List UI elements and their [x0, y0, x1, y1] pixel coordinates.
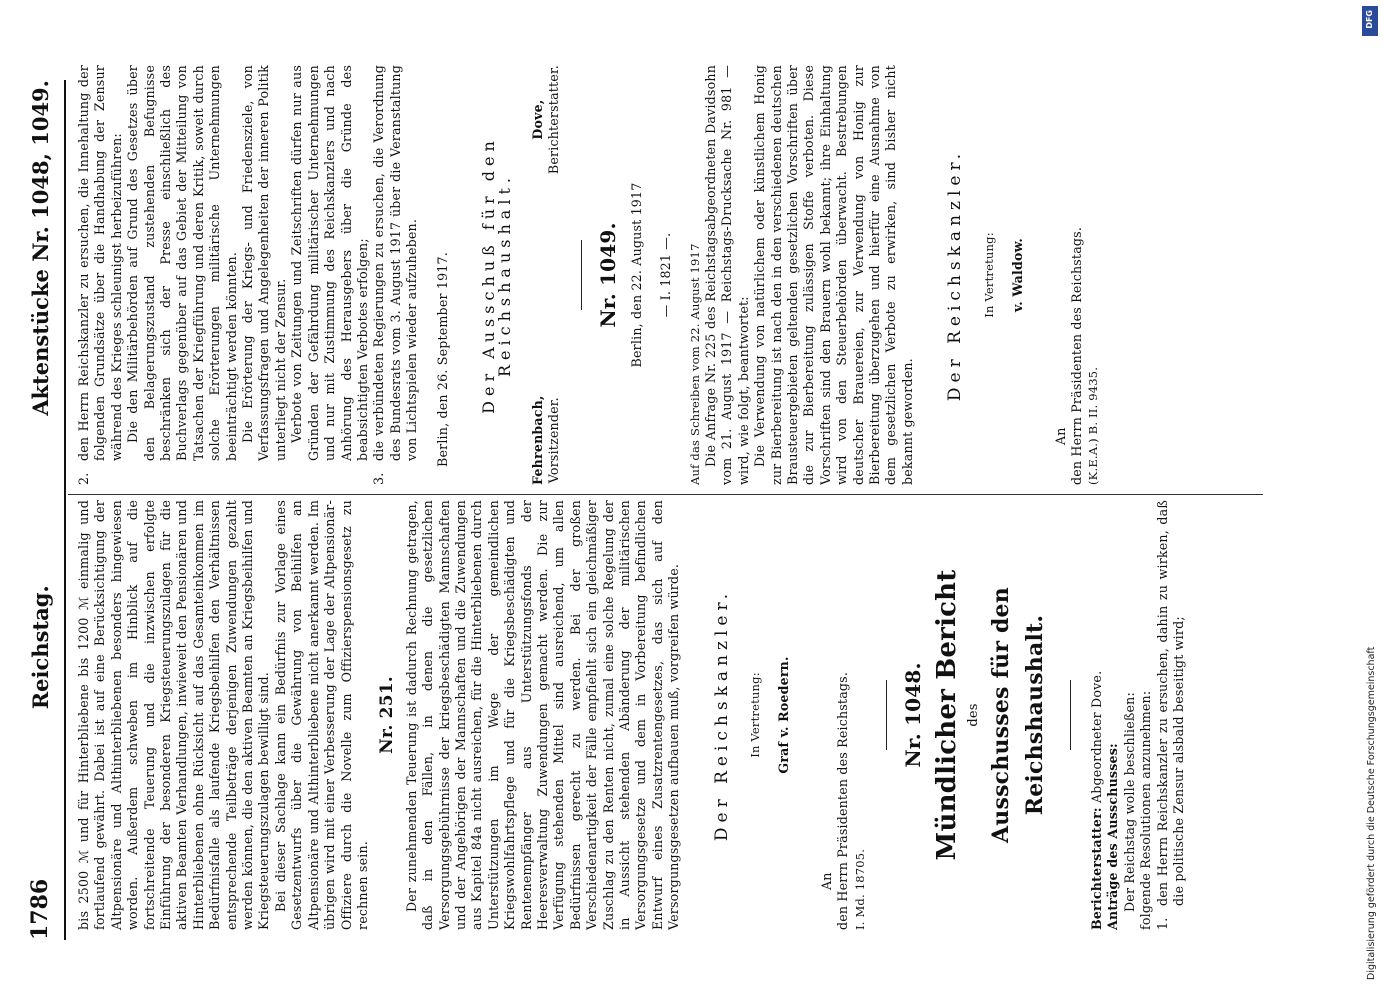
report-title: Mündlicher Bericht [931, 569, 962, 861]
chair-role: Vorsitzender. [546, 397, 562, 484]
address-to: An [819, 872, 835, 890]
signer-name: v. Waldow. [1009, 238, 1025, 312]
motions-heading: Anträge des Ausschusses: [1105, 743, 1121, 930]
signer-sub: In Vertretung: [981, 232, 996, 318]
resolution-intro: Der Reichstag wolle beschließen: [1121, 692, 1137, 912]
page-header [20, 80, 60, 940]
inquiry-paragraph: Die Anfrage Nr. 225 des Reichstagsabgeordneten Davidsohn vom 21. August 1917 — Reichstags-Drucksache Nr. 981 — wird, wie folgt, beantwortet: [702, 65, 751, 485]
separator [581, 240, 582, 310]
column-divider [68, 494, 1263, 495]
resolution-item-2: 2. den Herrn Reichskanzler zu ersuchen, die Innehaltung der folgenden Grundsätze über die Handhabung der Zensur während des Krieges schleunigst herbeizuführen: Die den Militärbehörden auf Grund des Gesetzes über den Belagerungszustand zustehenden Befugnisse beschränken sich der Presse einschließlich des Buchverlags gegenüber auf das Gebiet der Mitteilung von Tatsachen der Kriegführung und deren Kritik, soweit durch solche Erörterungen militärische Unternehmungen beeinträchtigt werden könnten. Die Erörterung der Kriegs- und Friedensziele, von Verfassungsfragen und Angelegenheiten der inneren Politik unterliegt nicht der Zensur. Verbote von Zeitungen und Zeitschriften dürfen nur aus Gründen der Gefährdung militärischer Unternehmungen und nur mit Zustimmung des Reichskanzlers und nach Anhörung des Herausgebers über die Gründe des beabsichtigten Verbotes erfolgen; [76, 65, 370, 485]
reporter-label: Berichterstatter: [1089, 807, 1105, 930]
reporter-name: Abgeordneter Dove. [1089, 670, 1105, 804]
letter-ref: — I. 1821 —. [657, 232, 673, 318]
signer-title: Der Reichskanzler. [945, 148, 966, 402]
answer-paragraph: Die Verwendung von natürlichem oder künstlichem Honig zur Bierbereitung ist nach den in den verschiedenen deutschen Brausteuergebieten geltenden gesetzlichen Vorschriften über die zur Bierbereitung zulässigen Stoffe verboten. Diese Vorschriften sind den Brauern wohl bekannt; ihre Einhaltung wird von den Steuerbehörden überwacht. Bestrebungen deutscher Brauereien, zur Verwendung von Honig zur Bierbereitung überzugehen und hierfür eine Ausnahme von dem gesetzlichen Verbote zu erwirken, sind bisher nicht bekannt geworden. [752, 65, 915, 485]
signer-title: Der Reichskanzler. [711, 588, 732, 842]
item2-sub2: Die Erörterung der Kriegs- und Friedensziele, von Verfassungsfragen und Angelegenheiten der inneren Politik unterliegt nicht der Zensur. [240, 65, 288, 461]
reporter-sign-role: Berichterstatter. [546, 65, 562, 175]
address-to: An [1052, 427, 1068, 445]
reporter-sign-name: Dove, [529, 99, 545, 140]
signer-name: Graf v. Roedern. [776, 656, 792, 774]
section-number-1048: Nr. 1048. [901, 662, 926, 768]
item2-sub1: Die den Militärbehörden auf Grund des Gesetzes über den Belagerungszustand zustehenden Befugnisse beschränken sich der Presse einschließlich des Buchverlags gegenüber auf das Gebiet der Mitteilung von Tatsachen der Kriegführung und deren Kritik, soweit durch solche Erörterungen militärische Unternehmungen beeinträchtigt werden könnten. [125, 65, 239, 461]
separator [886, 680, 887, 750]
reference-line: Auf das Schreiben vom 22. August 1917 [687, 243, 702, 485]
section-number-1049: Nr. 1049. [595, 222, 620, 328]
item2-text: den Herrn Reichskanzler zu ersuchen, die Innehaltung der folgenden Grundsätze über die Handhabung der Zensur während des Krieges schleunigst herbeizuführen: [76, 65, 124, 461]
address-recipient: den Herrn Präsidenten des Reichstags. [835, 671, 851, 930]
header-right: Aktenstücke Nr. 1048, 1049. [27, 80, 53, 416]
letter-date: Berlin, den 22. August 1917 [628, 182, 644, 368]
dfg-logo: DFG [1362, 6, 1378, 36]
report-title-des: des [965, 703, 981, 727]
signer-sub: In Vertretung: [748, 672, 763, 758]
digitization-notice: Digitalisierung gefördert durch die Deutsche Forschungsgemeinschaft [1366, 646, 1377, 980]
chair-name: Fehrenbach, [529, 395, 545, 485]
section-number-251: Nr. 251. [377, 676, 398, 754]
paragraph: Der zunehmenden Teuerung ist dadurch Rechnung getragen, daß in den Fällen, in denen die gesetzlichen Versorgungsgebührnisse der kriegsbeschädigten Mannschaften und der Angehörigen der Mannschaften und die Zuwendungen aus Kapitel 84a nicht ausreichen, für die Hinterbliebenen durch Unterstützungen im Wege der gemeindlichen Kriegswohlfahrtspflege und für die Kriegsbeschädigten und Rentenempfänger aus Unterstützungsfonds der Heeresverwaltung Zuwendungen gemacht werden. Die zur Verfügung stehenden Mittel sind ausreichend, um allen Bedürfnissen gerecht zu werden. Bei der großen Verschiedenartigkeit der Fälle empfiehlt sich ein gleichmäßiger Zuschlag zu den Renten nicht, zumal eine solche Regelung der in Aussicht stehenden Abänderung der militärischen Versorgungsgesetze und dem in Vorbereitung befindlichen Entwurf eines Zusatzrentengesetzes, das sich auf den Versorgungsgesetzen aufbauen muß, vorgreifen würde. [403, 500, 682, 930]
header-center: Reichstag. [27, 585, 53, 710]
resolution-lead: folgende Resolutionen anzunehmen: [1138, 690, 1154, 930]
separator [1070, 680, 1071, 750]
signature-row [530, 65, 563, 485]
page-number: 1786 [27, 878, 53, 940]
paragraph: bis 2500 ℳ und für Hinterbliebene bis 1200 ℳ einmalig und fortlaufend gewährt. Dabei ist auf eine Berücksichtigung der Altpensionäre und Althinterbliebenen besonders hingewiesen worden. Außerdem schweben im Hinblick auf die fortschreitende Teuerung und die inzwischen erfolgte Einführung der besonderen Kriegsteuerungszulagen für die aktiven Beamten Verhandlungen, inwieweit den Pensionären und Hinterbliebenen ohne Rücksicht auf das Gesamteinkommen im Bedürfnisfalle als laufende Kriegsbeihilfen den Verhältnissen entsprechende Teilbeträge derjenigen Zuwendungen gezahlt werden können, die den aktiven Beamten an Kriegsbeihilfen und Kriegsteuerungszulagen bewilligt sind. [76, 500, 272, 930]
committee-signature: Der Ausschuß für den Reichshaushalt. [478, 136, 515, 414]
item2-sub3: Verbote von Zeitungen und Zeitschriften dürfen nur aus Gründen der Gefährdung militärischer Unternehmungen und nur mit Zustimmung des Reichskanzlers und nach Anhörung des Herausgebers über die Gründe des beabsichtigten Verbotes erfolgen; [289, 65, 370, 461]
reference-number: I. Md. 18705. [852, 848, 867, 930]
report-title-committee: Ausschusses für den Reichshaushalt. [988, 587, 1049, 843]
left-column [76, 500, 1188, 930]
right-column [76, 65, 1102, 485]
address-recipient: den Herrn Präsidenten des Reichstags. [1069, 226, 1085, 485]
header-rule [64, 80, 66, 940]
reference-number: (K.E.A.) B. II. 9435. [1086, 366, 1101, 485]
resolution-item-1: 1. den Herrn Reichskanzler zu ersuchen, dahin zu wirken, daß die politische Zensur alsbald beseitigt wird; [1154, 500, 1187, 930]
date-line: Berlin, den 26. September 1917. [434, 252, 450, 467]
paragraph: Bei dieser Sachlage kann ein Bedürfnis zur Vorlage eines Gesetzentwurfs über die Gewährung von Beihilfen an Altpensionäre und Althinterbliebene nicht anerkannt werden. Im übrigen wird mit einer Verbesserung der Lage der Altpensionär-Offiziere durch die Novelle zum Offizierspensionsgesetz zu rechnen sein. [272, 500, 370, 930]
resolution-item-3: 3. die verbündeten Regierungen zu ersuchen, die Verordnung des Bundesrats vom 3. August 1917 über die Veranstaltung von Lichtspielen wieder aufzuheben. [371, 65, 420, 485]
